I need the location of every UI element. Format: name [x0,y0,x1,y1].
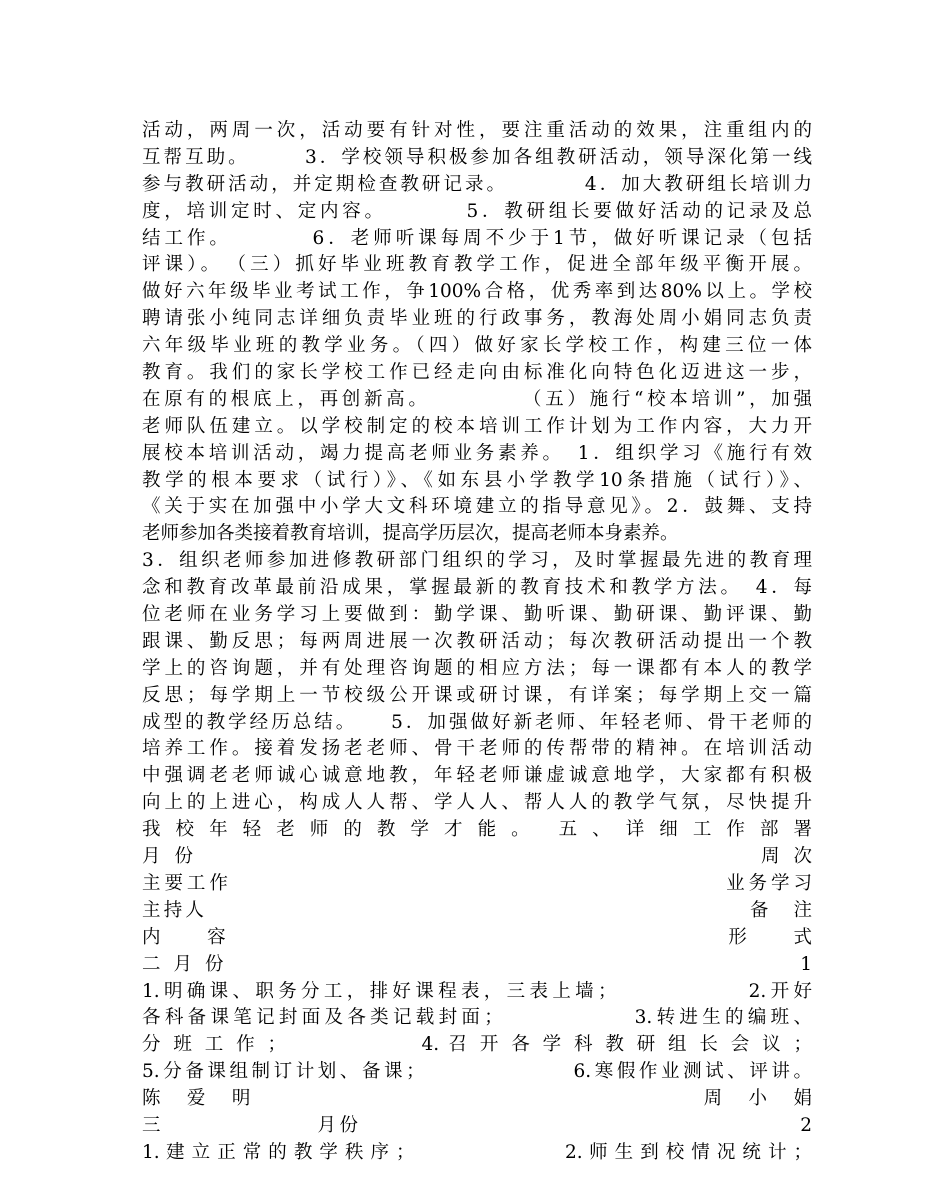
table-row-feb-title: 二 月 份 1 [142,953,812,975]
text-line-6: 评课）。 （三）抓好毕业班教育教学工作，促进全部年级平衡开展。 [142,254,812,276]
table-row-feb-hosts: 陈 爱 明 周 小 娟 [142,1088,812,1110]
text-line-9: 六年级毕业班的教学业务。（四）做好家长学校工作，构建三位一体 [142,335,812,357]
text-line-26: 向上的上进心，构成人人帮、学人人、帮人人的教学气氛，尽快提升 [142,792,812,814]
text-line-4: 度，培训定时、定内容。 5．教研组长要做好活动的记录及总 [142,200,812,222]
text-line-15: 《关于实在加强中小学大文科环境建立的指导意见》。2．鼓舞、支持 [142,496,812,518]
document-page [142,118,812,1167]
table-header-host: 主持人 备 注 [142,899,812,921]
text-line-2: 互帮互助。 3．学校领导积极参加各组教研活动，领导深化第一线 [142,146,812,168]
text-line-11: 在原有的根底上，再创新高。 （五）施行“校本培训”，加强 [142,388,812,410]
table-row-mar-title: 三 月份 2 [142,1114,812,1136]
table-header-content-form: 内 容 形 式 [142,926,812,948]
text-line-27: 我 校 年 轻 老 师 的 教 学 才 能 。 五 、 详 细 工 作 部 署 [142,819,812,841]
table-row-feb-line-3: 分 班 工 作 ； 4. 召 开 各 学 科 教 研 组 长 会 议 ； [142,1034,812,1056]
text-line-21: 学上的咨询题，并有处理咨询题的相应方法；每一课都有本人的教学 [142,657,812,679]
text-line-25: 中强调老老师诚心诚意地教，年轻老师谦虚诚意地学，大家都有积极 [142,765,812,787]
text-line-8: 聘请张小纯同志详细负责毕业班的行政事务，教海处周小娟同志负责 [142,308,812,330]
table-row-feb-line-1: 1.明确课、职务分工，排好课程表，三表上墙； 2.开好 [142,980,812,1002]
table-row-feb-line-4: 5.分备课组制订计划、备课； 6.寒假作业测试、评讲。 [142,1061,812,1083]
text-line-3: 参与教研活动，并定期检查教研记录。 4．加大教研组长培训力 [142,173,812,195]
text-line-12: 老师队伍建立。以学校制定的校本培训工作计划为工作内容，大力开 [142,415,812,437]
table-header-month-week: 月 份 周 次 [142,846,812,868]
text-line-13: 展校本培训活动，竭力提高老师业务素养。 1．组织学习《施行有效 [142,442,812,464]
text-line-18: 念和教育改革最前沿成果，掌握最新的教育技术和教学方法。 4．每 [142,577,812,599]
text-line-23: 成型的教学经历总结。 5．加强做好新老师、年轻老师、骨干老师的 [142,711,812,733]
text-line-5: 结工作。 6．老师听课每周不少于1节，做好听课记录（包括 [142,227,812,249]
table-header-main-work: 主要工作 业务学习 [142,872,812,894]
text-line-22: 反思；每学期上一节校级公开课或研讨课，有详案；每学期上交一篇 [142,684,812,706]
text-line-24: 培养工作。接着发扬老老师、骨干老师的传帮带的精神。在培训活动 [142,738,812,760]
table-row-feb-line-2: 各科备课笔记封面及各类记载封面； 3.转进生的编班、 [142,1007,812,1029]
table-row-mar-line-1: 1. 建 立 正 常 的 教 学 秩 序 ； 2. 师 生 到 校 情 况 统 计 ； [142,1141,812,1163]
text-line-7: 做好六年级毕业考试工作，争100%合格，优秀率到达80%以上。学校 [142,281,812,303]
text-line-1: 活动，两周一次，活动要有针对性，要注重活动的效果，注重组内的 [142,120,812,141]
text-line-19: 位老师在业务学习上要做到：勤学课、勤听课、勤研课、勤评课、勤 [142,604,812,626]
text-line-16: 老师参加各类接着教育培训，提高学历层次，提高老师本身素养。 [142,523,679,545]
text-line-17: 3．组织老师参加进修教研部门组织的学习，及时掌握最先进的教育理 [142,550,812,572]
text-line-20: 跟课、勤反思；每两周进展一次教研活动；每次教研活动提出一个教 [142,630,812,652]
text-line-10: 教育。我们的家长学校工作已经走向由标准化向特色化迈进这一步， [142,362,812,384]
text-line-14: 教学的根本要求（试行）》、《如东县小学教学10条措施（试行）》、 [142,469,812,491]
